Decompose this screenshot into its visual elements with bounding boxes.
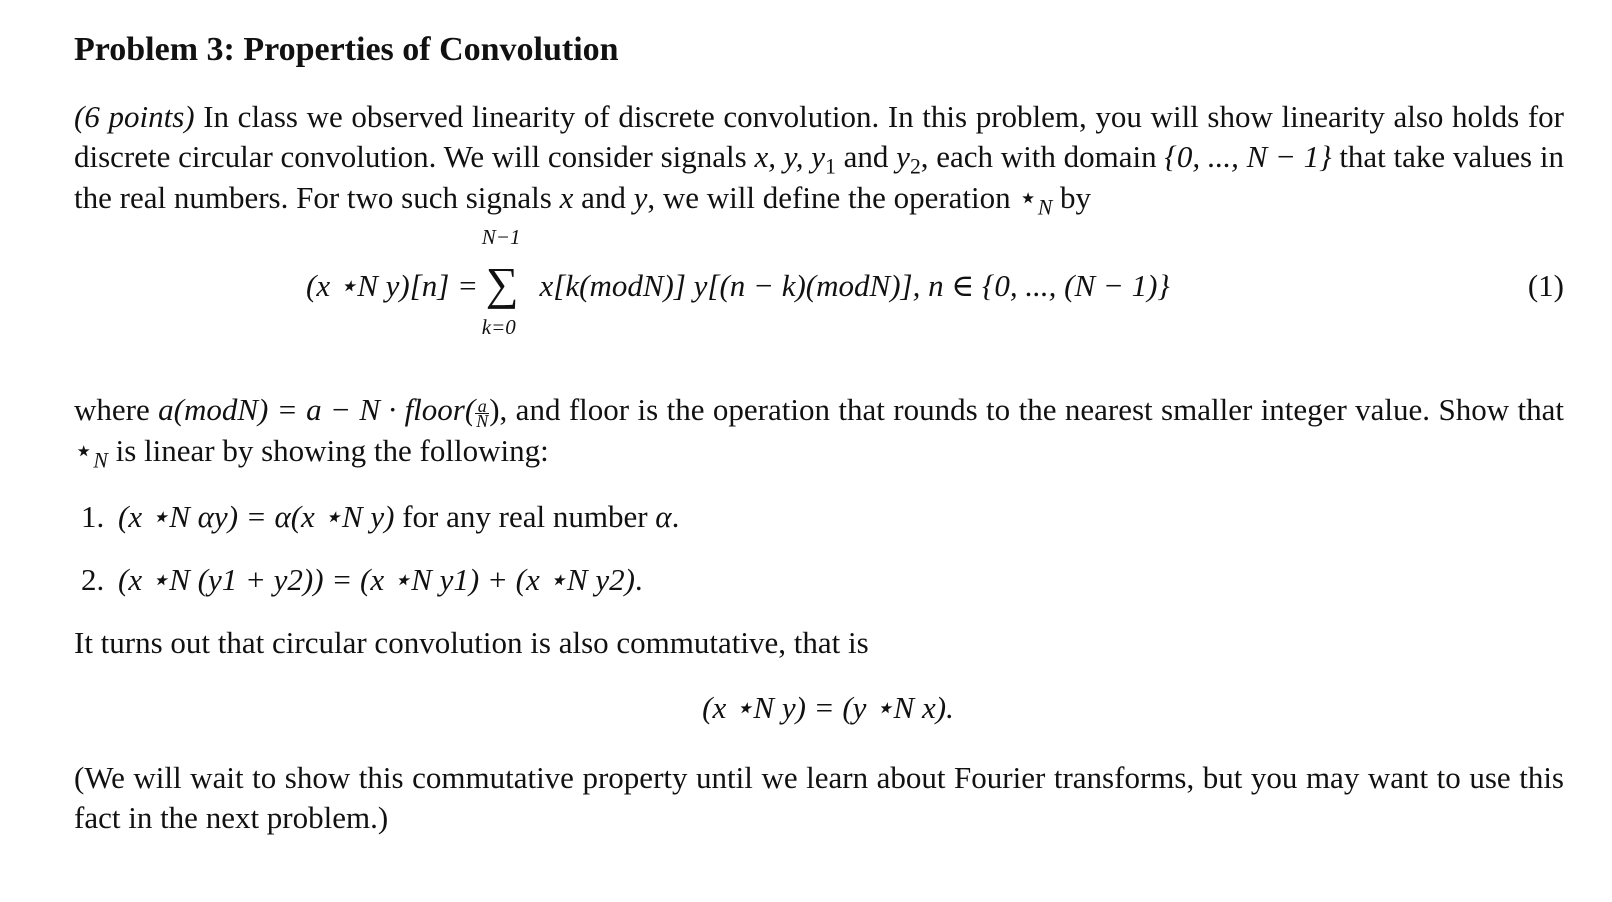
equation-number: (1) — [1527, 268, 1564, 304]
document-page — [74, 30, 1564, 839]
sum-upper-limit: N−1 — [481, 225, 521, 250]
summation — [481, 225, 532, 340]
commutative-text: It turns out that circular convolution is also commutative, that is — [74, 625, 869, 661]
list-item: 1. (x ⋆N αy) = α(x ⋆N y) for any real number α. — [112, 497, 1564, 537]
equation-commutative: (x ⋆N y) = (y ⋆N x). — [702, 689, 954, 725]
list-item: 2. (x ⋆N (y1 + y2)) = (x ⋆N y1) + (x ⋆N y2). — [112, 560, 1564, 600]
intro-paragraph: (6 points) In class we observed linearity of discrete convolution. In this problem, you will show linearity also holds for discrete circular convolution. We will consider signals x, y, $y_1$ and $y_2$, each with domain {0, ..., N − 1} that take values in the real numbers. For two such signals x and y, we will define the operation $⋆_N$ by — [74, 98, 1564, 220]
where-paragraph: where a(modN) = a − N · floor( $\frac{a}{N}$ ), and floor is the operation that rounds to the nearest smaller integer value. Show that $⋆_N$ is linear by showing the following: — [74, 392, 1564, 473]
sigma-symbol: ∑ — [485, 258, 519, 310]
equation-1 — [74, 225, 1564, 390]
eq1-lhs: (x ⋆N y)[n] = — [306, 268, 479, 304]
linearity-list — [74, 497, 1564, 600]
problem-title: Problem 3: Properties of Convolution — [74, 31, 619, 68]
fraction-a-over-n: $\frac{a}{N}$ — [476, 395, 489, 431]
eq1-rhs: x[k(modN)] y[(n − k)(modN)], n ∈ {0, ..., (N − 1)} — [539, 268, 1170, 304]
points-label: (6 points) — [74, 98, 195, 134]
sum-lower-limit: k=0 — [481, 315, 516, 340]
closing-paragraph: (We will wait to show this commutative property until we learn about Fourier transforms, but you may want to use this fact in the next problem.) — [74, 759, 1564, 836]
